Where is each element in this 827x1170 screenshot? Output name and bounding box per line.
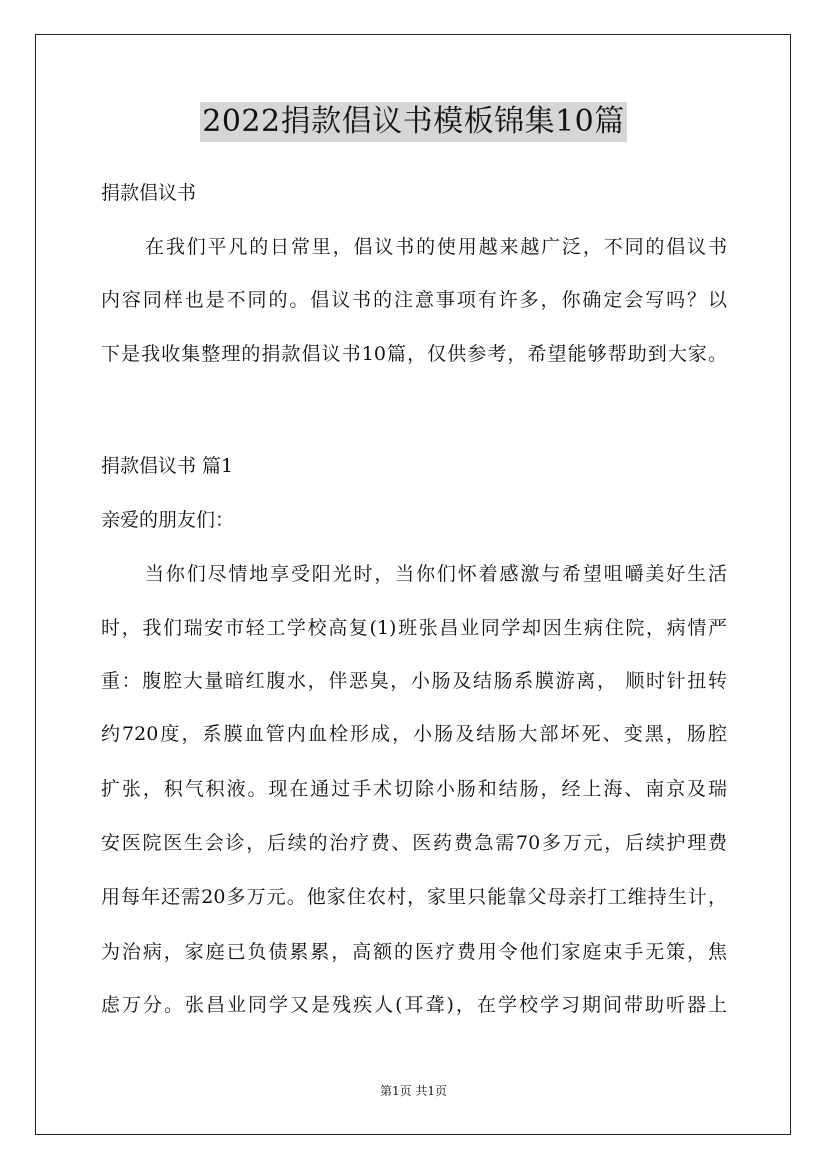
body-line: 扩张，积气积液。现在通过手术切除小肠和结肠，经上海、南京及瑞	[101, 778, 727, 800]
body-line: 当你们尽情地享受阳光时，当你们怀着感激与希望咀嚼美好生活	[145, 563, 727, 585]
body-line: 安医院医生会诊，后续的治疗费、医药费急需70多万元，后续护理费	[101, 832, 727, 854]
body-line: 重：腹腔大量暗红腹水，伴恶臭，小肠及结肠系膜游离， 顺时针扭转	[101, 670, 727, 692]
body-line: 为治病，家庭已负债累累，高额的医疗费用令他们家庭束手无策，焦	[101, 941, 727, 963]
body-line: 虑万分。张昌业同学又是残疾人(耳聋)，在学校学习期间带助听器上	[101, 994, 727, 1016]
page-footer: 第1页 共1页	[379, 1084, 448, 1098]
intro-line: 下是我收集整理的捐款倡议书10篇，仅供参考，希望能够帮助到大家。	[101, 343, 727, 365]
salutation: 亲爱的朋友们：	[101, 509, 235, 531]
body-line: 时，我们瑞安市轻工学校高复(1)班张昌业同学却因生病住院，病情严	[101, 617, 727, 639]
intro-heading: 捐款倡议书	[101, 182, 197, 204]
document-title: 2022捐款倡议书模板锦集10篇	[200, 102, 627, 142]
intro-line: 在我们平凡的日常里，倡议书的使用越来越广泛，不同的倡议书	[145, 236, 727, 258]
intro-line: 内容同样也是不同的。倡议书的注意事项有许多，你确定会写吗？以	[101, 289, 727, 311]
body-line: 用每年还需20多万元。他家住农村，家里只能靠父母亲打工维持生计，	[101, 886, 727, 908]
body-line: 约720度，系膜血管内血栓形成，小肠及结肠大部坏死、变黑，肠腔	[101, 723, 727, 745]
title-container	[0, 102, 827, 142]
section-heading: 捐款倡议书 篇1	[101, 455, 234, 477]
